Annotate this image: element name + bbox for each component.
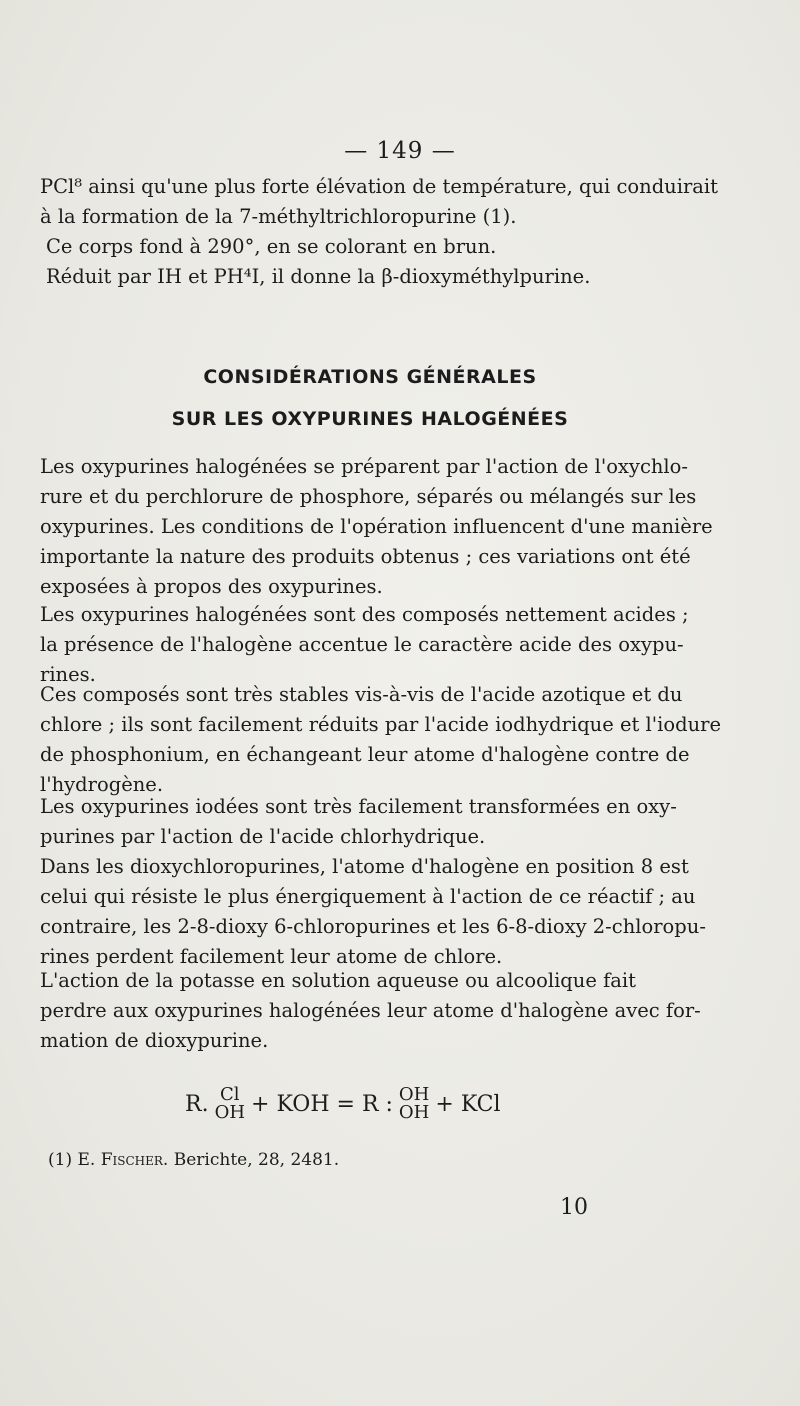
text-line: celui qui résiste le plus énergiquement à l'action de ce réactif ; au — [40, 885, 696, 908]
footnote — [48, 1150, 339, 1170]
text-line: importante la nature des produits obtenus ; ces variations ont été — [40, 545, 691, 568]
intro-paragraph — [40, 172, 718, 292]
text-line: l'hydrogène. — [40, 773, 164, 796]
formula-fraction-1 — [215, 1086, 245, 1122]
footnote-author: E. Fischer. — [77, 1150, 169, 1170]
text-line: purines par l'action de l'acide chlorhydrique. — [40, 825, 486, 848]
text-line: Les oxypurines halogénées se préparent par l'action de l'oxychlo- — [40, 455, 688, 478]
text-line: rines perdent facilement leur atome de chlore. — [40, 945, 503, 968]
signature-mark: 10 — [560, 1195, 588, 1220]
text-line: contraire, les 2-8-dioxy 6-chloropurines et les 6-8-dioxy 2-chloropu- — [40, 915, 706, 938]
text-line: à la formation de la 7-méthyltrichloropurine (1). — [40, 205, 517, 228]
fraction-bottom: OH — [398, 1102, 430, 1123]
page-number: — 149 — — [344, 138, 456, 164]
formula-r-left: R. — [185, 1091, 209, 1117]
text-line: L'action de la potasse en solution aqueuse ou alcoolique fait — [40, 969, 636, 992]
section-heading-line1: CONSIDÉRATIONS GÉNÉRALES — [203, 366, 537, 388]
text-line: Les oxypurines iodées sont très facilement transformées en oxy- — [40, 795, 677, 818]
text-line: oxypurines. Les conditions de l'opération influencent d'une manière — [40, 515, 713, 538]
text-line: rines. — [40, 663, 96, 686]
text-line: perdre aux oxypurines halogénées leur atome d'halogène avec for- — [40, 999, 701, 1022]
fraction-bottom: OH — [214, 1102, 246, 1123]
formula-fraction-2 — [399, 1086, 429, 1122]
formula-right: + KCl — [435, 1091, 501, 1117]
text-line: PCl⁸ ainsi qu'une plus forte élévation de température, qui conduirait — [40, 175, 718, 198]
text-line: Ce corps fond à 290°, en se colorant en brun. — [46, 235, 497, 258]
footnote-reference: Berichte, 28, 2481. — [173, 1150, 340, 1170]
fraction-top: OH — [398, 1084, 430, 1105]
chemical-equation — [185, 1086, 501, 1122]
body-paragraph-1 — [40, 452, 713, 602]
text-line: mation de dioxypurine. — [40, 1029, 269, 1052]
footnote-mark: (1) — [48, 1150, 73, 1170]
text-line: Réduit par IH et PH⁴I, il donne la β-dioxyméthylpurine. — [46, 265, 591, 288]
text-line: rure et du perchlorure de phosphore, séparés ou mélangés sur les — [40, 485, 697, 508]
text-line: Les oxypurines halogénées sont des composés nettement acides ; — [40, 603, 689, 626]
text-line: chlore ; ils sont facilement réduits par l'acide iodhydrique et l'iodure — [40, 713, 722, 736]
body-paragraph-2 — [40, 600, 689, 690]
fraction-top: Cl — [220, 1084, 240, 1105]
text-line: exposées à propos des oxypurines. — [40, 575, 383, 598]
text-line: la présence de l'halogène accentue le caractère acide des oxypu- — [40, 633, 684, 656]
text-line: de phosphonium, en échangeant leur atome d'halogène contre de — [40, 743, 690, 766]
text-line: Dans les dioxychloropurines, l'atome d'halogène en position 8 est — [40, 855, 689, 878]
section-heading-line2: SUR LES OXYPURINES HALOGÉNÉES — [171, 408, 569, 430]
formula-middle: + KOH = R : — [251, 1091, 393, 1117]
body-paragraph-4 — [40, 792, 677, 852]
body-paragraph-6 — [40, 966, 701, 1056]
body-paragraph-3 — [40, 680, 722, 800]
text-line: Ces composés sont très stables vis-à-vis de l'acide azotique et du — [40, 683, 683, 706]
body-paragraph-5 — [40, 852, 706, 972]
